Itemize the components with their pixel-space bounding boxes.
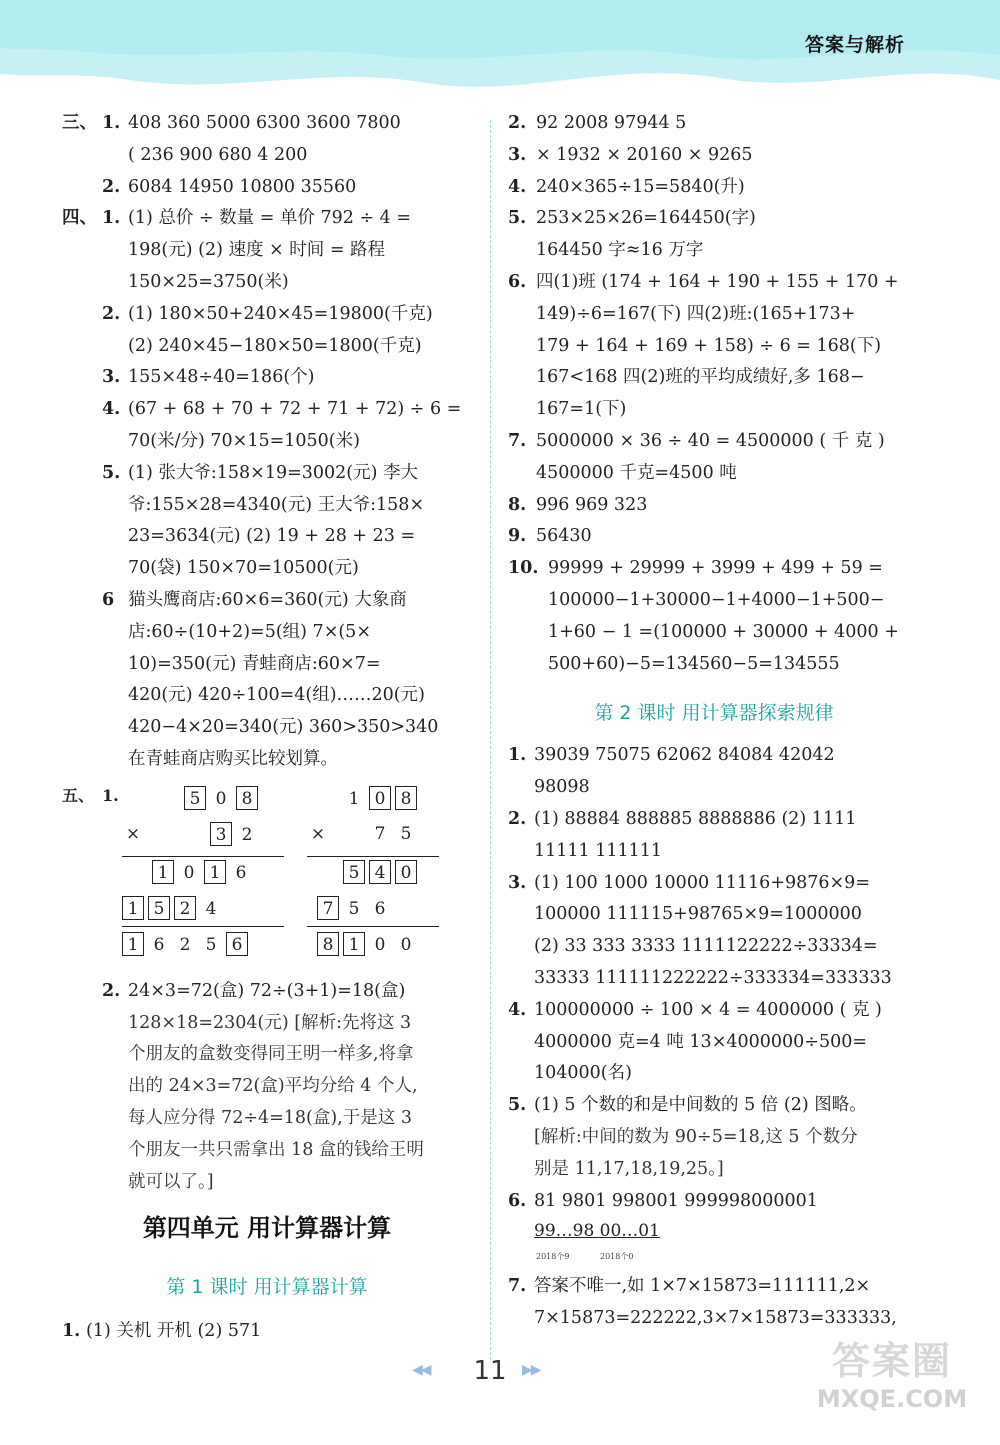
answer-text: 240×365÷15=5840(升) (536, 176, 745, 197)
answer-line (508, 1122, 920, 1154)
answer-line (508, 362, 920, 394)
answer-text: 24×3=72(盒) 72÷(3+1)=18(盒) (128, 980, 406, 1001)
answer-line (508, 235, 920, 267)
digit: 0 (215, 788, 227, 809)
digit-box: 1 (204, 860, 226, 884)
digit: 5 (205, 934, 217, 955)
next-arrows-icon: ▶▶ (522, 1362, 540, 1378)
answer-text: (2) 240×45−180×50=1800(千克) (128, 335, 422, 356)
question-number: 6 (102, 589, 115, 610)
digit: 7 (374, 823, 386, 844)
brace-note: 2018个0 (600, 1252, 634, 1262)
lesson-title: 第 1 课时 用计算器计算 (166, 1276, 368, 1299)
answer-text: 爷:155×28=4340(元) 王大爷:158× (128, 494, 425, 515)
answer-text: 11111 111111 (534, 840, 663, 861)
answer-text: 店:60÷(10+2)=5(组) 7×(5× (128, 621, 371, 642)
question-number: 2. (102, 980, 121, 1001)
answer-line (508, 108, 920, 140)
calc-rule (307, 926, 439, 927)
answer-line (62, 490, 472, 522)
question-number: 3. (508, 144, 527, 165)
answer-text: 1+60 − 1 =(100000 + 30000 + 4000 + (548, 621, 899, 642)
answer-line (508, 1154, 920, 1186)
answer-line (508, 267, 920, 299)
calc-rule (122, 926, 284, 927)
answer-line (62, 331, 472, 363)
right-column (508, 108, 920, 1335)
answer-text: 猫头鹰商店:60×6=360(元) 大象商 (128, 589, 407, 610)
answer-line (508, 172, 920, 204)
times-sign: × (310, 823, 326, 844)
section-label: 五、 (62, 785, 95, 805)
answer-text: 四(1)班 (174 + 164 + 190 + 155 + 170 + (536, 271, 899, 292)
watermark-text: 答案圈 (831, 1339, 952, 1383)
digit-box: 7 (317, 896, 339, 920)
answer-text: (2) 33 333 3333 1111122222÷33334= (534, 936, 878, 957)
answer-text: 81 9801 998001 999998000001 (534, 1190, 818, 1211)
answer-line (62, 1167, 472, 1199)
answer-text: 100000−1+30000−1+4000−1+500− (548, 589, 885, 610)
answer-text: 500+60)−5=134560−5=134555 (548, 653, 840, 674)
prev-arrows-icon: ◀◀ (412, 1362, 430, 1378)
answer-text: 100000000 ÷ 100 × 4 = 4000000 ( 克 ) (534, 999, 882, 1020)
answer-text: 每人应分得 72÷4=18(盒),于是这 3 (128, 1107, 412, 1128)
answer-text: 6084 14950 10800 35560 (128, 176, 357, 197)
digit: 5 (400, 823, 412, 844)
answer-line (508, 740, 920, 772)
question-number: 4. (102, 399, 121, 420)
question-number: 1. (102, 113, 121, 133)
answer-text: 996 969 323 (536, 494, 648, 515)
answer-text: 420(元) 420÷100=4(组)……20(元) (128, 685, 425, 706)
answer-text: (1) 5 个数的和是中间数的 5 倍 (2) 图略。 (534, 1095, 867, 1116)
question-number: 8. (508, 494, 527, 515)
answer-text: ( 236 900 680 4 200 (128, 144, 308, 165)
answer-line (62, 585, 472, 617)
calc-rule (307, 856, 439, 857)
answer-line (62, 1071, 472, 1103)
answer-line (62, 458, 472, 490)
answer-line (508, 203, 920, 235)
digit-box: 3 (210, 822, 232, 846)
digit: 2 (241, 824, 253, 845)
section-label: 三、 (62, 113, 97, 133)
answer-line (508, 1090, 920, 1122)
answer-line (508, 963, 920, 995)
answer-text: 100000 111115+98765×9=1000000 (534, 904, 862, 925)
answer-line (508, 458, 920, 490)
answer-line (62, 1135, 472, 1167)
answer-text: (1) 180×50+240×45=19800(千克) (128, 303, 433, 324)
digit-box: 8 (395, 786, 417, 810)
digit-box: 5 (343, 860, 365, 884)
question-number: 2. (508, 113, 527, 133)
answer-line (508, 1058, 920, 1090)
answer-text: 70(袋) 150×70=10500(元) (128, 558, 359, 579)
answer-line (62, 976, 472, 1008)
answer-line (508, 490, 920, 522)
answer-text: 98098 (534, 777, 590, 798)
answer-text: 7×15873=222222,3×7×15873=333333, (534, 1308, 897, 1329)
answer-line (62, 553, 472, 585)
answer-line (508, 299, 920, 331)
answer-line (508, 836, 920, 868)
answer-line (508, 521, 920, 553)
answer-line (508, 931, 920, 963)
answer-line (62, 712, 472, 744)
answer-text: 4000000 克=4 吨 13×4000000÷500= (534, 1031, 868, 1052)
answer-line (62, 744, 472, 776)
answer-text: 4500000 千克=4500 吨 (536, 462, 737, 483)
question-number: 7. (508, 430, 527, 451)
answer-text: 167=1(下) (536, 399, 627, 420)
left-column (62, 108, 472, 1348)
question-number: 1. (102, 785, 119, 805)
answer-line (62, 299, 472, 331)
answer-text: 198(元) (2) 速度 × 时间 = 路程 (128, 240, 386, 261)
answer-text: 5000000 × 36 ÷ 40 = 4500000 ( 千 克 ) (536, 430, 885, 451)
digit: 4 (205, 898, 217, 919)
digit-box: 4 (369, 860, 391, 884)
digit-box: 2 (174, 896, 196, 920)
question-number: 4. (508, 176, 527, 197)
answer-line (62, 1008, 472, 1040)
answer-text: 420−4×20=340(元) 360>350>340 (128, 717, 439, 738)
answer-line (62, 203, 472, 235)
question-number: 1. (62, 1321, 81, 1342)
question-number: 5. (102, 462, 121, 483)
answer-line (508, 617, 920, 649)
question-number: 9. (508, 526, 527, 547)
answer-text: 179 + 164 + 169 + 158) ÷ 6 = 168(下) (536, 335, 882, 356)
unit-title: 第四单元 用计算器计算 (142, 1214, 392, 1243)
column-divider (490, 120, 491, 1360)
answer-text: (67 + 68 + 70 + 72 + 71 + 72) ÷ 6 = (128, 399, 462, 420)
answer-text: 就可以了。] (128, 1171, 214, 1192)
answer-text: 个朋友一共只需拿出 18 盒的钱给王明 (128, 1139, 424, 1160)
answer-line (62, 172, 472, 204)
digit: 0 (400, 934, 412, 955)
digit: 1 (348, 788, 360, 809)
digit-box: 0 (369, 786, 391, 810)
answer-line (62, 362, 472, 394)
answer-line (62, 1316, 472, 1348)
answer-line (508, 772, 920, 804)
answer-line (508, 585, 920, 617)
page-number: 11 (473, 1356, 507, 1386)
answer-text: 150×25=3750(米) (128, 271, 289, 292)
answer-text: (1) 关机 开机 (2) 571 (86, 1321, 262, 1342)
digit: 6 (235, 862, 247, 883)
answer-text: [解析:中间的数为 90÷5=18,这 5 个数分 (534, 1126, 858, 1147)
answer-line (508, 899, 920, 931)
answer-line (508, 1271, 920, 1303)
answer-text: (1) 张大爷:158×19=3002(元) 李大 (128, 462, 418, 483)
digit-box: 5 (184, 786, 206, 810)
answer-line (508, 394, 920, 426)
question-number: 5. (508, 208, 527, 229)
digit-box: 8 (317, 932, 339, 956)
vertical-calculation-block (62, 776, 472, 976)
question-number: 1. (508, 745, 527, 766)
question-number: 2. (102, 303, 121, 324)
answer-line (62, 267, 472, 299)
answer-text: 128×18=2304(元) [解析:先将这 3 (128, 1012, 412, 1033)
answer-text: 56430 (536, 526, 592, 547)
answer-line (508, 331, 920, 363)
answer-line (62, 680, 472, 712)
answer-line (508, 649, 920, 681)
answer-text: (1) 88884 888885 8888886 (2) 1111 (534, 808, 857, 829)
digit: 2 (179, 934, 191, 955)
question-number: 1. (102, 208, 121, 229)
answer-text: 70(米/分) 70×15=1050(米) (128, 430, 360, 451)
answer-line (508, 868, 920, 900)
question-number: 3. (102, 367, 121, 388)
answer-text: 39039 75075 62062 84084 42042 (534, 745, 835, 766)
question-number: 6. (508, 1190, 527, 1211)
answer-text: 167<168 四(2)班的平均成绩好,多 168− (536, 367, 865, 388)
answer-line (62, 235, 472, 267)
answer-text: 408 360 5000 6300 3600 7800 (128, 113, 401, 133)
question-number: 10. (508, 558, 539, 579)
answer-line (508, 995, 920, 1027)
question-number: 3. (508, 872, 527, 893)
digit-box: 0 (395, 860, 417, 884)
answer-text: × 1932 × 20160 × 9265 (536, 144, 753, 165)
times-sign: × (125, 823, 141, 844)
answer-line (62, 521, 472, 553)
answer-line (508, 426, 920, 458)
question-number: 4. (508, 999, 527, 1020)
brace-note: 2018个9 (536, 1252, 570, 1262)
braced-formula (508, 1217, 920, 1271)
formula-text: 99…98 00…01 (534, 1221, 660, 1242)
question-number: 2. (102, 176, 121, 197)
question-number: 6. (508, 271, 527, 292)
answer-line (508, 1027, 920, 1059)
answer-line (62, 394, 472, 426)
lesson-title: 第 2 课时 用计算器探索规律 (594, 702, 834, 725)
answer-text: 答案不唯一,如 1×7×15873=111111,2× (534, 1276, 871, 1297)
digit: 5 (348, 898, 360, 919)
answer-line (508, 1186, 920, 1218)
answer-line (62, 108, 472, 140)
answer-text: 104000(名) (534, 1063, 632, 1084)
digit: 6 (153, 934, 165, 955)
answer-text: 99999 + 29999 + 3999 + 499 + 59 = (548, 558, 883, 579)
digit-box: 6 (226, 932, 248, 956)
answer-text: 23=3634(元) (2) 19 + 28 + 23 = (128, 526, 416, 547)
header-title: 答案与解析 (804, 34, 905, 56)
answer-line (62, 140, 472, 172)
question-number: 7. (508, 1276, 527, 1297)
digit-box: 1 (343, 932, 365, 956)
watermark-url: MXQE.COM (816, 1385, 968, 1413)
answer-line (62, 649, 472, 681)
calc-rule (122, 856, 284, 857)
answer-line (62, 1039, 472, 1071)
answer-line (508, 804, 920, 836)
answer-text: 155×48÷40=186(个) (128, 367, 315, 388)
digit-box: 1 (122, 932, 144, 956)
answer-line (508, 140, 920, 172)
answer-text: 33333 111111222222÷333334=333333 (534, 967, 892, 988)
answer-text: (1) 100 1000 10000 11116+9876×9= (534, 872, 870, 893)
answer-text: 92 2008 97944 5 (536, 113, 687, 133)
question-number: 2. (508, 808, 527, 829)
digit-box: 5 (148, 896, 170, 920)
answer-text: 别是 11,17,18,19,25。] (534, 1158, 724, 1179)
section-label: 四、 (62, 208, 97, 229)
answer-line (508, 553, 920, 585)
answer-text: 149)÷6=167(下) 四(2)班:(165+173+ (536, 303, 856, 324)
digit: 0 (374, 934, 386, 955)
watermark-logo (802, 1330, 982, 1425)
answer-text: 164450 字≈16 万字 (536, 240, 704, 261)
digit-box: 8 (236, 786, 258, 810)
digit-box: 1 (122, 896, 144, 920)
answer-text: 在青蛙商店购买比较划算。 (128, 748, 338, 769)
digit-box: 1 (152, 860, 174, 884)
question-number: 5. (508, 1095, 527, 1116)
answer-line (62, 617, 472, 649)
answer-text: (1) 总价 ÷ 数量 = 单价 792 ÷ 4 = (128, 208, 412, 229)
answer-line (62, 1103, 472, 1135)
answer-text: 个朋友的盒数变得同王明一样多,将拿 (128, 1044, 414, 1065)
answer-text: 出的 24×3=72(盒)平均分给 4 个人, (128, 1076, 418, 1097)
digit: 0 (183, 862, 195, 883)
answer-text: 253×25×26=164450(字) (536, 208, 756, 229)
digit: 6 (374, 898, 386, 919)
answer-text: 10)=350(元) 青蛙商店:60×7= (128, 653, 381, 674)
answer-line (62, 426, 472, 458)
